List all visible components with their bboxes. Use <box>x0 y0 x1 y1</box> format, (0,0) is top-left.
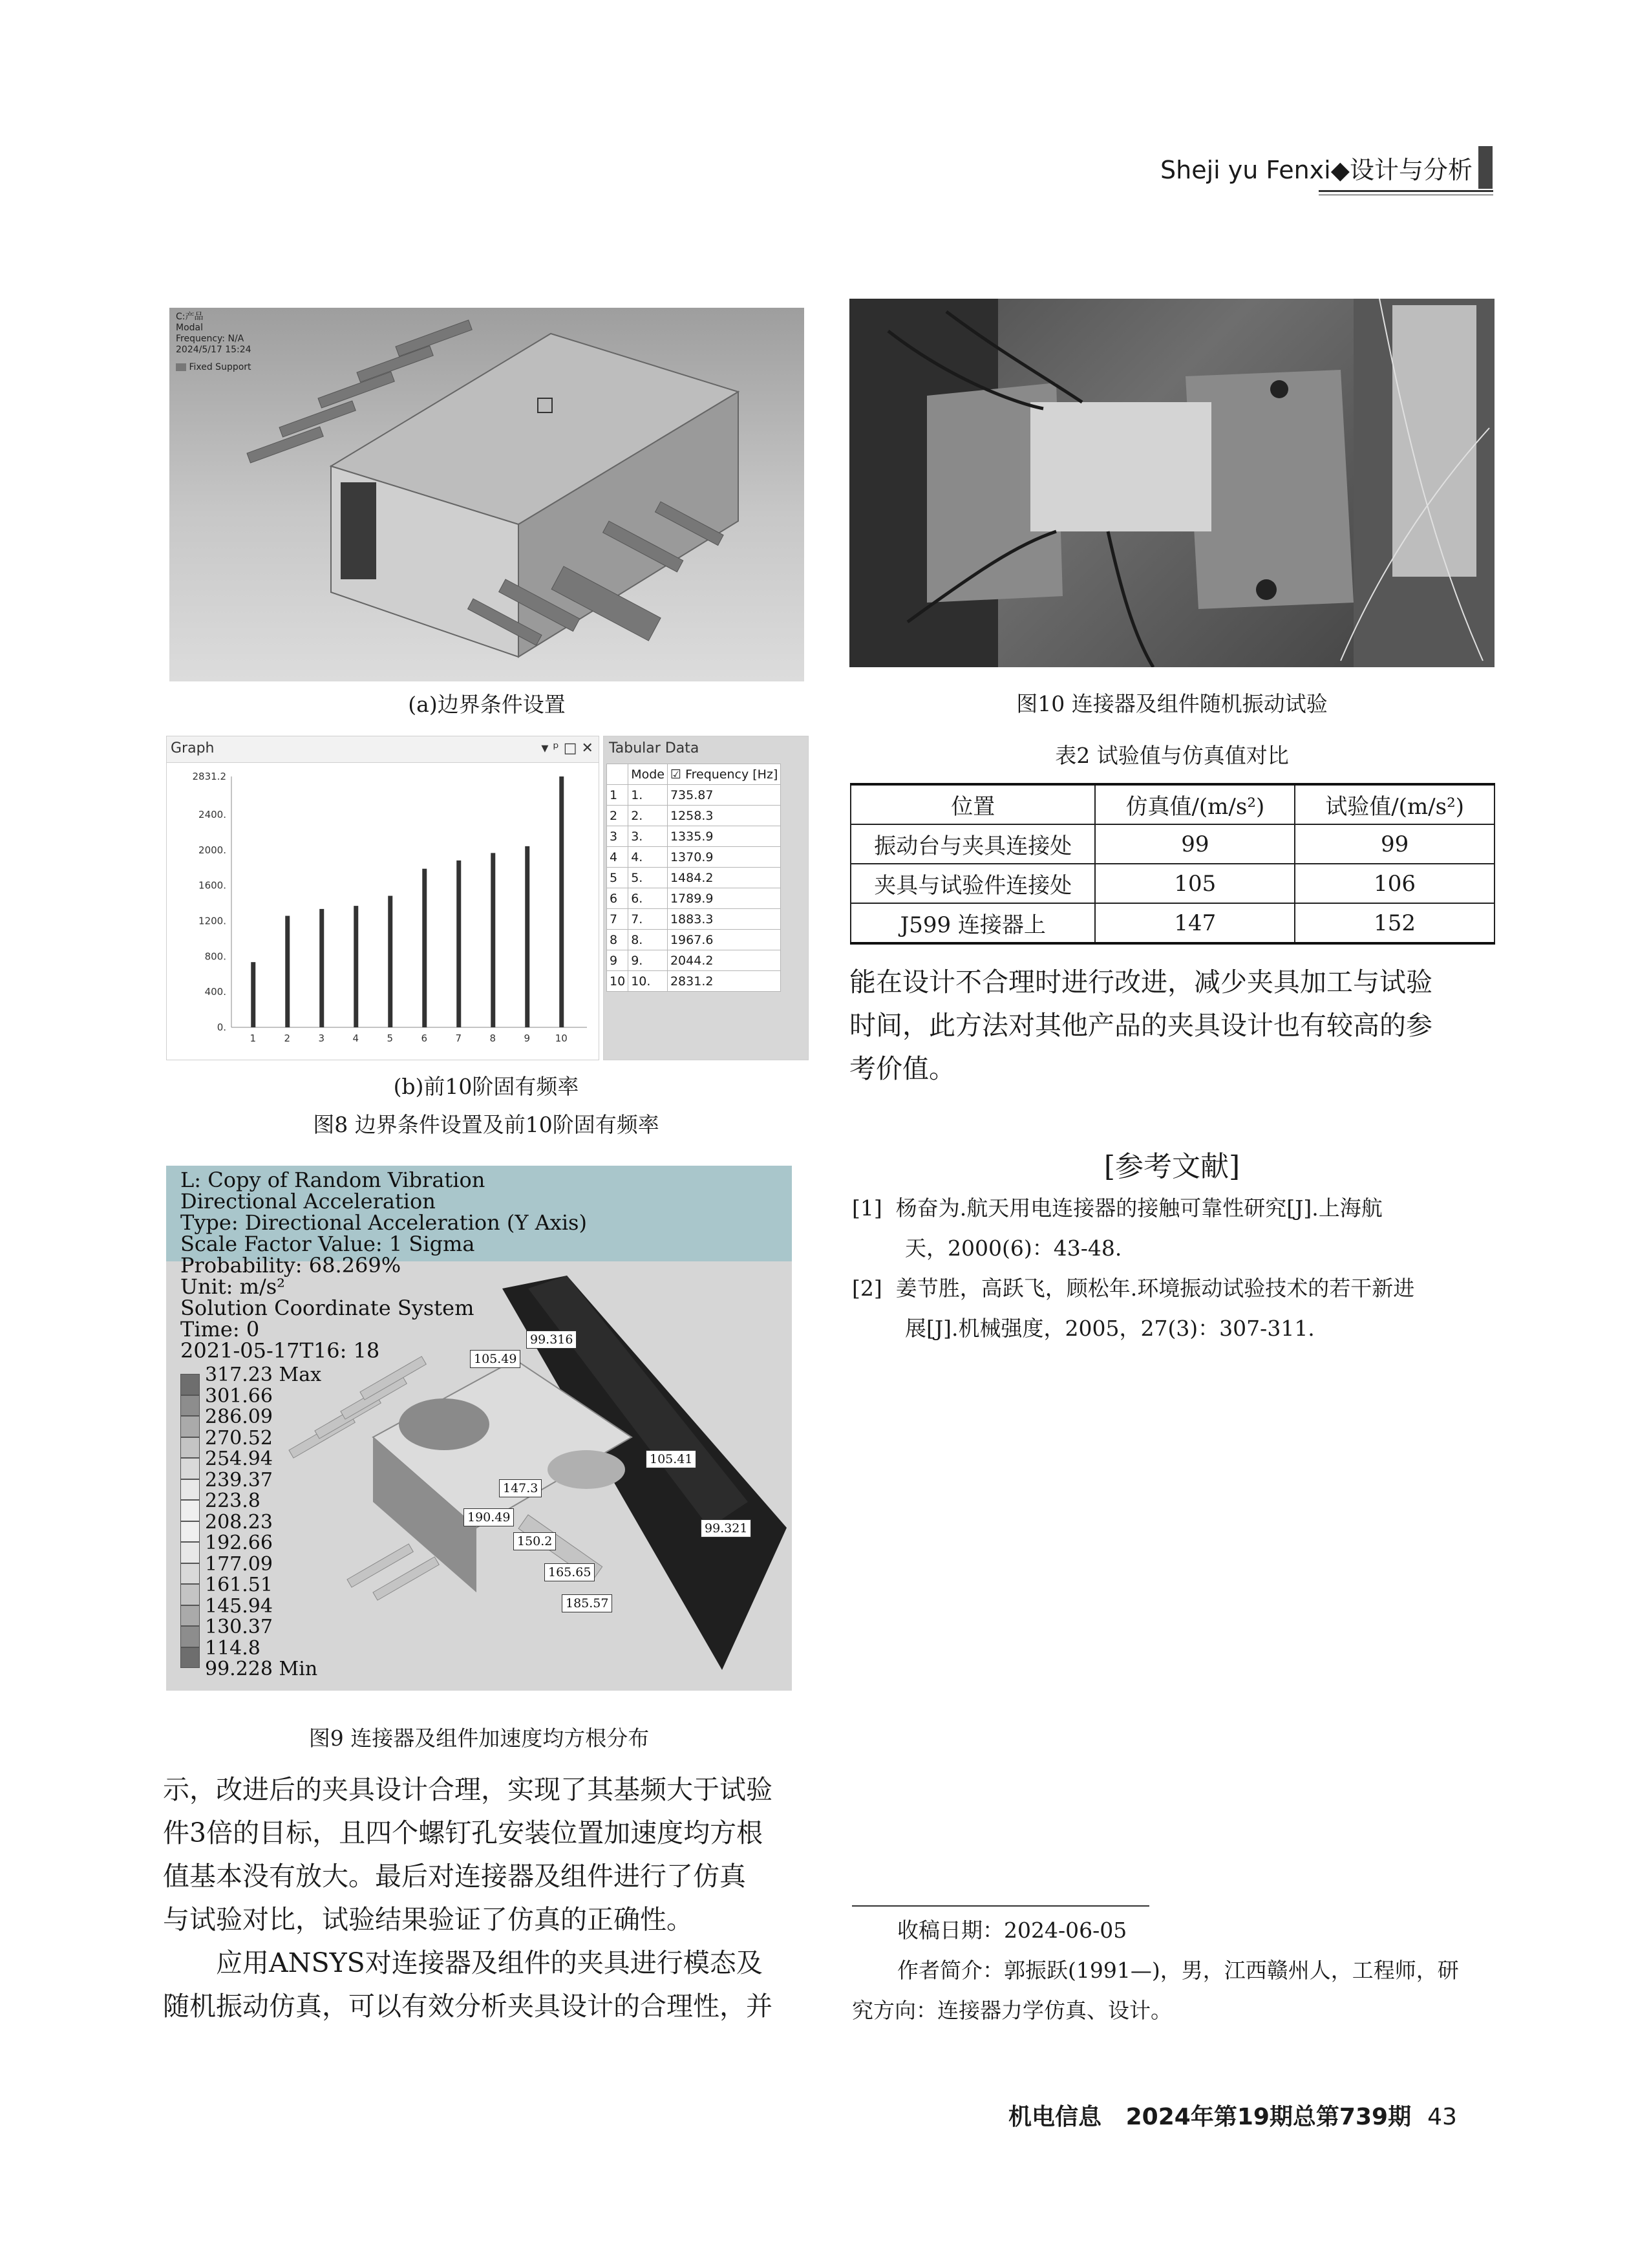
x-tick-label: 9 <box>524 1032 531 1044</box>
fig8a-tree-line: 2024/5/17 15:24 <box>176 345 251 355</box>
legend-value: 192.66 <box>205 1532 273 1554</box>
x-tick-label: 8 <box>489 1032 496 1044</box>
probe-label: 150.2 <box>513 1532 556 1550</box>
frequency-cell: 1484.2 <box>667 868 780 888</box>
bar-mode-6 <box>422 869 427 1027</box>
probe-label: 99.316 <box>526 1331 577 1349</box>
tabular-row[interactable] <box>607 888 781 909</box>
probe-label: 105.49 <box>470 1350 520 1368</box>
table-cell: 106 <box>1295 864 1495 903</box>
bar-mode-3 <box>319 909 324 1027</box>
fig8a-tree-line: Modal <box>176 323 203 333</box>
text-line: 时间，此方法对其他产品的夹具设计也有较高的参 <box>849 1010 1432 1041</box>
reference-item <box>852 1188 1497 1268</box>
frequency-cell: 2044.2 <box>667 950 780 971</box>
sim-info-line: Type: Directional Acceleration (Y Axis) <box>180 1210 587 1235</box>
text-line: 随机振动仿真，可以有效分析夹具设计的合理性，并 <box>163 1991 772 2022</box>
probe-label: 99.321 <box>701 1519 751 1537</box>
header-rule <box>1319 190 1493 192</box>
tabular-row[interactable] <box>607 868 781 888</box>
y-tick-label: 1600. <box>198 879 226 892</box>
bar-chart <box>167 762 599 1060</box>
tabular-data-panel <box>603 736 809 1060</box>
bar-mode-4 <box>354 906 358 1027</box>
fig8-caption: 图8 边界条件设置及前10阶固有频率 <box>313 1112 659 1137</box>
legend-value: 145.94 <box>205 1594 273 1618</box>
right-body-text <box>849 961 1495 1091</box>
text-line: 考价值。 <box>849 1053 955 1084</box>
sim-info-line: Solution Coordinate System <box>180 1296 474 1320</box>
sim-info-line: L: Copy of Random Vibration <box>180 1168 485 1192</box>
fig8a-legend: Fixed Support <box>189 362 251 372</box>
legend-value: 114.8 <box>205 1636 261 1660</box>
graph-titlebar <box>167 736 599 763</box>
reference-number: [1] <box>852 1195 882 1221</box>
bar-mode-10 <box>559 776 564 1027</box>
footer-journal <box>1008 2099 1457 2132</box>
bar-mode-2 <box>285 916 290 1027</box>
table-header: 仿真值/(m/s²) <box>1095 784 1295 824</box>
reference-item <box>852 1268 1497 1349</box>
x-tick-label: 10 <box>555 1032 568 1044</box>
tab-header-index <box>607 764 628 785</box>
reference-text: 杨奋为.航天用电连接器的接触可靠性研究[J].上海航 <box>895 1195 1383 1221</box>
sim-info-line: Unit: m/s² <box>180 1274 285 1299</box>
reference-list <box>852 1188 1497 1349</box>
x-tick-label: 1 <box>250 1032 257 1044</box>
table-header: 试验值/(m/s²) <box>1295 784 1495 824</box>
row-index: 9 <box>607 950 628 971</box>
legend-value: 270.52 <box>205 1426 273 1450</box>
fig8a-caption: (a)边界条件设置 <box>408 692 566 717</box>
mode-cell: 9. <box>628 950 668 971</box>
bar-mode-8 <box>491 853 495 1027</box>
frequency-cell: 1370.9 <box>667 847 780 868</box>
legend-value: 317.23 Max <box>205 1364 322 1386</box>
test-rig-drawing <box>849 299 1495 667</box>
frequency-cell: 1967.6 <box>667 930 780 950</box>
tabular-row[interactable] <box>607 971 781 992</box>
comparison-table <box>850 783 1495 945</box>
sim-info-line: 2021-05-17T16: 18 <box>180 1338 380 1363</box>
bar-mode-1 <box>251 962 255 1027</box>
x-tick-label: 3 <box>318 1032 325 1044</box>
y-tick-label: 2000. <box>198 844 226 856</box>
probe-label: 185.57 <box>562 1594 612 1612</box>
tabular-row[interactable] <box>607 909 781 930</box>
tabular-table <box>606 764 781 992</box>
bar-mode-9 <box>525 846 529 1027</box>
probe-label: 190.49 <box>463 1508 514 1526</box>
x-tick-label: 4 <box>352 1032 359 1044</box>
table-cell: 105 <box>1095 864 1295 903</box>
graph-window-controls[interactable]: ▾ ᵖ □ ✕ <box>541 740 593 756</box>
row-index: 10 <box>607 971 628 992</box>
journal-issue: 2024年第19期总第739期 <box>1125 2104 1412 2130</box>
text-line: 应用ANSYS对连接器及组件的夹具进行模态及 <box>216 1947 763 1978</box>
y-tick-label: 2831.2 <box>192 771 226 782</box>
y-tick-label: 800. <box>204 950 226 963</box>
y-tick-label: 2400. <box>198 809 226 821</box>
legend-value: 99.228 Min <box>205 1658 318 1680</box>
left-body-text <box>163 1768 803 2028</box>
text-line: 值基本没有放大。最后对连接器及组件进行了仿真 <box>163 1861 746 1892</box>
frequency-graph <box>166 736 599 1060</box>
running-title: Sheji yu Fenxi◆设计与分析 <box>1160 156 1473 184</box>
x-tick-label: 7 <box>455 1032 462 1044</box>
mode-cell: 10. <box>628 971 668 992</box>
fig9-simulation <box>166 1166 792 1691</box>
sim-info-line: Time: 0 <box>180 1317 260 1342</box>
row-index: 1 <box>607 785 628 806</box>
mode-cell: 4. <box>628 847 668 868</box>
row-index: 4 <box>607 847 628 868</box>
legend-value: 130.37 <box>205 1616 273 1638</box>
fixture-drawing <box>166 1166 792 1691</box>
tabular-row[interactable] <box>607 950 781 971</box>
mode-cell: 6. <box>628 888 668 909</box>
fig8a-image <box>169 308 804 681</box>
legend-value: 208.23 <box>205 1510 273 1534</box>
table-cell: 147 <box>1095 903 1295 943</box>
tabular-row[interactable] <box>607 930 781 950</box>
references-title: [参考文献] <box>1103 1150 1240 1183</box>
probe-label: 105.41 <box>646 1450 696 1468</box>
tab-header-frequency: ☑ Frequency [Hz] <box>667 764 780 785</box>
tabular-row[interactable] <box>607 826 781 847</box>
mode-cell: 2. <box>628 806 668 826</box>
received-date: 收稿日期：2024-06-05 <box>897 1918 1127 1943</box>
text-line: 件3倍的目标，且四个螺钉孔安装位置加速度均方根 <box>163 1817 763 1848</box>
page-number: 43 <box>1427 2104 1457 2130</box>
tab-header-mode: Mode <box>628 764 668 785</box>
table-cell: 振动台与夹具连接处 <box>851 824 1095 864</box>
frequency-cell: 1335.9 <box>667 826 780 847</box>
header-bar <box>1478 146 1493 189</box>
footnote <box>897 1910 1498 1991</box>
mode-cell: 1. <box>628 785 668 806</box>
table-cell: 99 <box>1295 824 1495 864</box>
legend-value: 254.94 <box>205 1448 273 1470</box>
row-index: 2 <box>607 806 628 826</box>
tabular-row[interactable] <box>607 847 781 868</box>
legend-value: 286.09 <box>205 1406 273 1428</box>
reference-number: [2] <box>852 1276 882 1301</box>
reference-text: 姜节胜，高跃飞，顾松年.环境振动试验技术的若干新进 <box>895 1276 1415 1301</box>
sim-info-line: Directional Acceleration <box>180 1189 436 1214</box>
frequency-cell: 735.87 <box>667 785 780 806</box>
y-tick-label: 1200. <box>198 915 226 927</box>
mode-cell: 5. <box>628 868 668 888</box>
sim-info-line: Scale Factor Value: 1 Sigma <box>180 1232 475 1256</box>
tabular-row[interactable] <box>607 785 781 806</box>
frequency-cell: 1883.3 <box>667 909 780 930</box>
row-index: 5 <box>607 868 628 888</box>
text-line: 与试验对比，试验结果验证了仿真的正确性。 <box>163 1904 693 1935</box>
fig10-photo <box>849 299 1495 667</box>
reference-text-cont: 展[J].机械强度，2005，27(3)：307-311. <box>905 1316 1315 1341</box>
legend-value: 223.8 <box>205 1490 261 1512</box>
mode-cell: 3. <box>628 826 668 847</box>
mode-cell: 7. <box>628 909 668 930</box>
y-tick-label: 400. <box>204 986 226 998</box>
row-index: 8 <box>607 930 628 950</box>
checkbox-icon[interactable]: ☑ <box>670 767 682 782</box>
author-bio: 作者简介：郭振跃(1991—)，男，江西赣州人，工程师，研 <box>897 1958 1459 1983</box>
fig8b-caption: (b)前10阶固有频率 <box>393 1074 579 1099</box>
probe-label: 165.65 <box>544 1563 595 1581</box>
x-tick-label: 2 <box>284 1032 291 1044</box>
fig8a-tree-line: C:产品 <box>176 312 204 322</box>
table-cell: 99 <box>1095 824 1295 864</box>
text-line: 能在设计不合理时进行改进，减少夹具加工与试验 <box>849 967 1432 998</box>
tabular-title: Tabular Data <box>609 740 699 756</box>
table-cell: 夹具与试验件连接处 <box>851 864 1095 903</box>
legend-value: 239.37 <box>205 1468 273 1492</box>
footnote-rule <box>852 1905 1149 1907</box>
legend-value: 301.66 <box>205 1384 273 1407</box>
table2-caption: 表2 试验值与仿真值对比 <box>1055 743 1289 768</box>
y-tick-label: 0. <box>217 1022 226 1033</box>
table-cell: 152 <box>1295 903 1495 943</box>
probe-label: 147.3 <box>499 1479 542 1497</box>
journal-name: 机电信息 <box>1008 2104 1102 2130</box>
table-cell: J599 连接器上 <box>851 903 1095 943</box>
frequency-cell: 1258.3 <box>667 806 780 826</box>
fig9-caption: 图9 连接器及组件加速度均方根分布 <box>308 1726 650 1751</box>
graph-title: Graph <box>171 740 215 756</box>
table-header: 位置 <box>851 784 1095 824</box>
legend-value: 177.09 <box>205 1552 273 1576</box>
tabular-row[interactable] <box>607 806 781 826</box>
fig10-caption: 图10 连接器及组件随机振动试验 <box>1016 691 1328 716</box>
connector-box-drawing <box>169 308 804 681</box>
row-index: 6 <box>607 888 628 909</box>
reference-text-cont: 天，2000(6)：43-48. <box>905 1236 1122 1261</box>
legend-value: 161.51 <box>205 1574 273 1596</box>
x-tick-label: 6 <box>421 1032 428 1044</box>
row-index: 3 <box>607 826 628 847</box>
frequency-cell: 1789.9 <box>667 888 780 909</box>
bar-mode-7 <box>456 861 461 1027</box>
author-bio-cont: 究方向：连接器力学仿真、设计。 <box>852 1998 1172 2023</box>
fig8a-tree-line: Frequency: N/A <box>176 334 244 344</box>
row-index: 7 <box>607 909 628 930</box>
mode-cell: 8. <box>628 930 668 950</box>
bar-mode-5 <box>388 896 392 1027</box>
sim-info-line: Probability: 68.269% <box>180 1253 401 1278</box>
frequency-cell: 2831.2 <box>667 971 780 992</box>
text-line: 示，改进后的夹具设计合理，实现了其基频大于试验 <box>163 1774 772 1805</box>
x-tick-label: 5 <box>387 1032 394 1044</box>
